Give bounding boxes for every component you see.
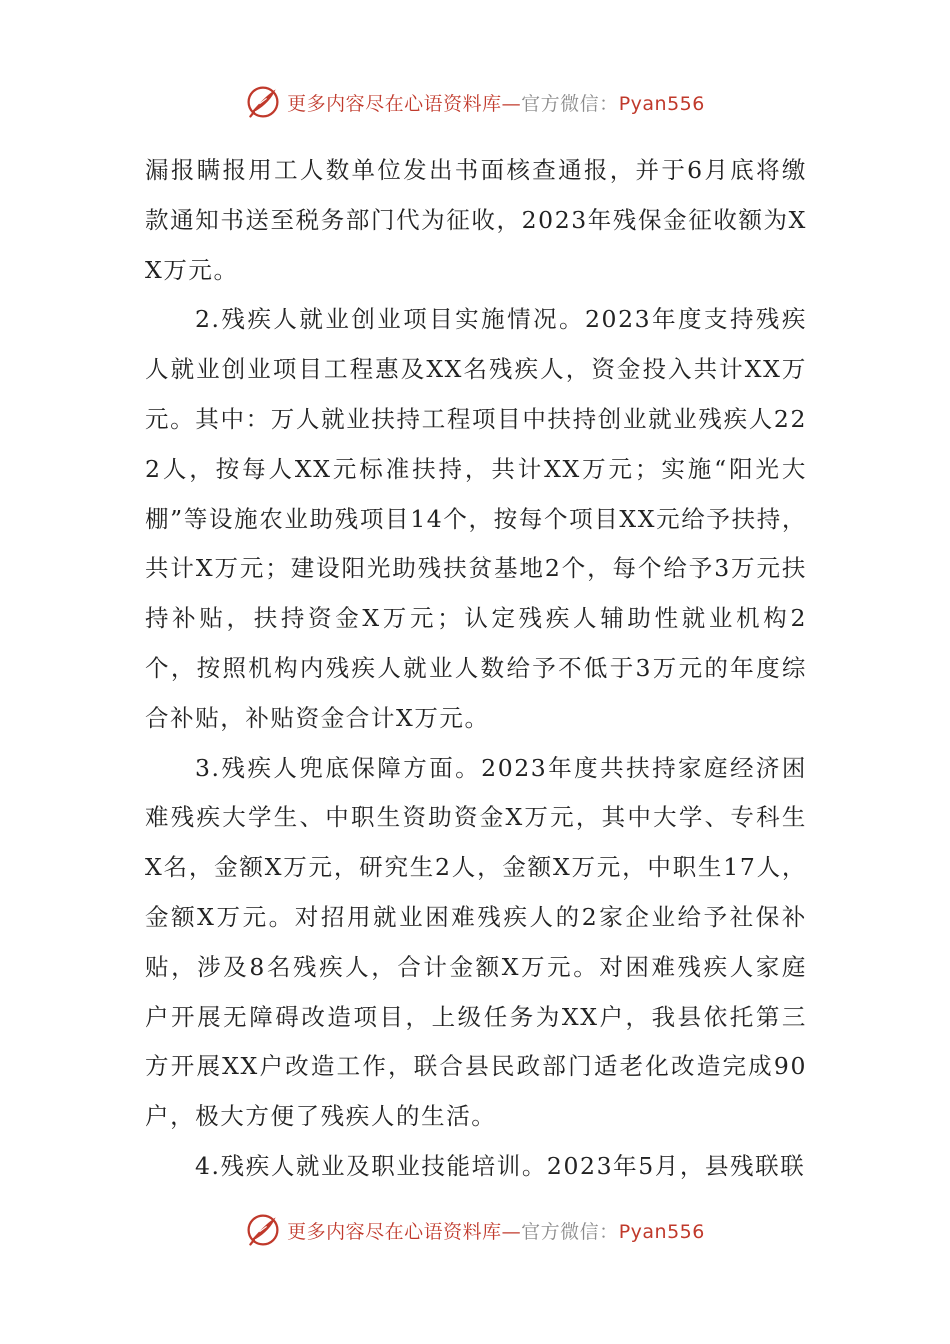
- watermark-text: [287, 1217, 705, 1244]
- watermark-wechat-id: Pyan556: [618, 1220, 705, 1243]
- watermark-wechat-id: Pyan556: [618, 92, 705, 115]
- watermark-wechat-label: 官方微信：: [521, 1220, 619, 1243]
- watermark-slogan: 更多内容尽在心语资料库—: [287, 1220, 522, 1243]
- quill-pen-logo-icon: [245, 1212, 281, 1248]
- watermark-text: [287, 89, 705, 116]
- paragraph-basic-security: 3.残疾人兜底保障方面。2023年度共扶持家庭经济困难残疾大学生、中职生资助资金X万元，其中大学、专科生X名，金额X万元，研究生2人，金额X万元，中职生17人，金额X万元。对招用就业困难残疾人的2家企业给予社保补贴，涉及8名残疾人，合计金额X万元。对困难残疾人家庭户开展无障碍改造项目，上级任务为XX户，我县依托第三方开展XX户改造工作，联合县民政部门适老化改造完成90户，极大方便了残疾人的生活。: [145, 753, 807, 1131]
- paragraph-employment-projects: 2.残疾人就业创业项目实施情况。2023年度支持残疾人就业创业项目工程惠及XX名残疾人，资金投入共计XX万元。其中：万人就业扶持工程项目中扶持创业就业残疾人222人，按每人XX元标准扶持，共计XX万元；实施“阳光大棚”等设施农业助残项目14个，按每个项目XX元给予扶持，共计X万元；建设阳光助残扶贫基地2个，每个给予3万元扶持补贴，扶持资金X万元；认定残疾人辅助性就业机构2个，按照机构内残疾人就业人数给予不低于3万元的年度综合补贴，补贴资金合计X万元。: [145, 305, 807, 732]
- document-body: [145, 146, 807, 1192]
- watermark-wechat-label: 官方微信：: [521, 92, 619, 115]
- watermark-header: [0, 82, 950, 122]
- quill-pen-logo-icon: [245, 84, 281, 120]
- watermark-footer: [0, 1210, 950, 1250]
- watermark-slogan: 更多内容尽在心语资料库—: [287, 92, 522, 115]
- paragraph-continuation: 漏报瞒报用工人数单位发出书面核查通报，并于6月底将缴款通知书送至税务部门代为征收，2023年残保金征收额为XX万元。: [145, 156, 807, 284]
- paragraph-vocational-training: 4.残疾人就业及职业技能培训。2023年5月，县残联联: [195, 1151, 806, 1180]
